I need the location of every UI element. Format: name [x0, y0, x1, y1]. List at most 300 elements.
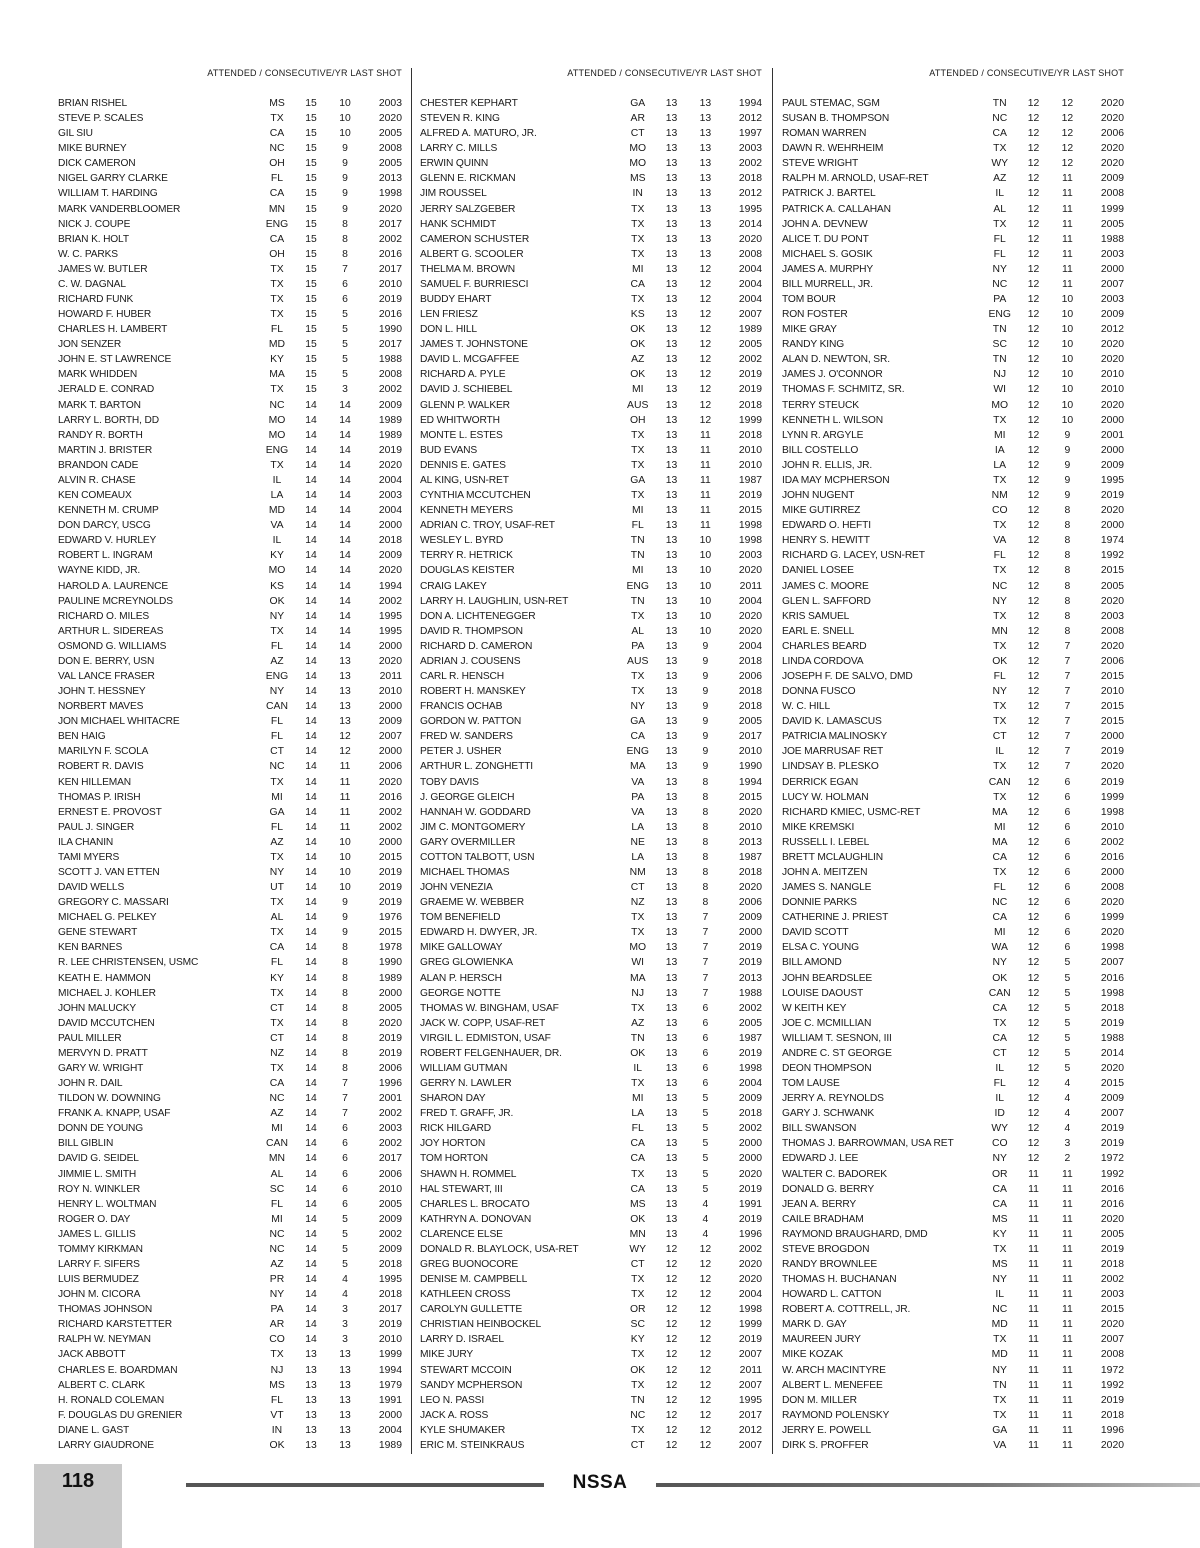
year-last-shot: 2019: [738, 1183, 763, 1195]
list-item: [782, 940, 1124, 955]
shooter-state: VA: [993, 1439, 1007, 1451]
shooter-name: FRANK A. KNAPP, USAF: [58, 1108, 171, 1120]
years-consecutive: 6: [342, 278, 348, 290]
shooter-state: NY: [992, 263, 1007, 275]
year-last-shot: 2020: [738, 882, 763, 894]
shooter-name: THOMAS F. SCHMITZ, SR.: [782, 384, 905, 396]
years-consecutive: 13: [339, 1364, 351, 1376]
years-attended: 14: [305, 1289, 317, 1301]
list-item: [58, 186, 402, 201]
years-consecutive: 13: [339, 1409, 351, 1421]
year-last-shot: 2005: [378, 158, 402, 170]
shooter-name: LINDSAY B. PLESKO: [782, 761, 879, 773]
years-attended: 13: [665, 233, 678, 245]
shooter-state: TX: [270, 851, 284, 863]
shooter-state: AZ: [270, 1108, 284, 1120]
list-item: [58, 473, 402, 488]
years-attended: 13: [665, 655, 678, 667]
shooter-state: FL: [993, 1078, 1006, 1090]
list-item: [782, 1317, 1124, 1332]
shooter-state: CA: [630, 1153, 645, 1165]
shooter-state: AZ: [993, 173, 1007, 185]
list-item: [420, 579, 762, 594]
shooter-name: R. LEE CHRISTENSEN, USMC: [58, 957, 199, 969]
years-attended: 13: [665, 851, 678, 863]
shooter-name: DAVID K. LAMASCUS: [782, 716, 882, 728]
shooter-state: NC: [269, 1093, 285, 1105]
list-item: [782, 428, 1124, 443]
years-consecutive: 9: [342, 188, 348, 200]
years-attended: 12: [665, 1243, 678, 1255]
list-item: [782, 790, 1124, 805]
shooter-state: TX: [631, 686, 645, 698]
year-last-shot: 2009: [738, 1093, 763, 1105]
years-attended: 13: [665, 1002, 678, 1014]
years-consecutive: 11: [1061, 1319, 1073, 1331]
shooter-state: FL: [631, 520, 644, 532]
shooter-state: CA: [269, 188, 285, 200]
year-last-shot: 2005: [1100, 580, 1125, 592]
years-consecutive: 9: [702, 670, 709, 682]
year-last-shot: 2013: [378, 173, 402, 185]
years-consecutive: 6: [1064, 851, 1071, 863]
years-attended: 14: [305, 1093, 317, 1105]
years-consecutive: 10: [1061, 339, 1074, 351]
years-attended: 13: [665, 309, 678, 321]
shooter-name: BILL GIBLIN: [58, 1138, 114, 1150]
years-attended: 14: [305, 1002, 317, 1014]
list-item: [782, 156, 1124, 171]
shooter-state: NY: [269, 610, 285, 622]
shooter-state: CA: [269, 1078, 285, 1090]
years-attended: 11: [1028, 1168, 1039, 1180]
shooter-state: LA: [270, 490, 284, 502]
shooter-state: OK: [992, 972, 1008, 984]
shooter-name: TOM BOUR: [782, 294, 836, 306]
shooter-name: TERRY R. HETRICK: [420, 550, 513, 562]
shooter-state: CT: [992, 731, 1007, 743]
years-attended: 15: [305, 324, 317, 336]
shooter-state: MA: [991, 836, 1008, 848]
years-attended: 12: [1027, 429, 1040, 441]
years-consecutive: 5: [702, 1183, 709, 1195]
shooter-name: PATRICK A. CALLAHAN: [782, 203, 891, 215]
shooter-state: MN: [991, 625, 1008, 637]
shooter-name: CAMERON SCHUSTER: [420, 233, 530, 245]
years-attended: 12: [1027, 143, 1040, 155]
list-item: [58, 398, 402, 413]
years-attended: 14: [305, 490, 317, 502]
shooter-state: ENG: [626, 580, 649, 592]
year-last-shot: 2010: [378, 1183, 402, 1195]
list-item: [58, 518, 402, 533]
years-consecutive: 11: [699, 474, 711, 486]
shooter-state: NY: [630, 701, 645, 713]
years-attended: 13: [665, 565, 678, 577]
list-item: [58, 895, 402, 910]
shooter-name: HAL STEWART, III: [420, 1183, 503, 1195]
years-attended: 13: [665, 113, 678, 125]
years-attended: 14: [305, 1017, 317, 1029]
shooter-state: IA: [994, 444, 1005, 456]
shooter-state: OR: [629, 1304, 646, 1316]
years-attended: 14: [305, 972, 317, 984]
years-attended: 11: [1028, 1394, 1039, 1406]
list-item: [420, 1016, 762, 1031]
years-attended: 14: [305, 1259, 317, 1271]
years-consecutive: 13: [699, 158, 712, 170]
shooter-name: PAULINE MCREYNOLDS: [58, 595, 173, 607]
years-consecutive: 4: [702, 1213, 709, 1225]
year-last-shot: 1978: [378, 942, 402, 954]
years-consecutive: 12: [699, 1319, 712, 1331]
years-attended: 13: [665, 1168, 678, 1180]
shooter-name: JOHN A. MEITZEN: [782, 866, 868, 878]
year-last-shot: 2014: [738, 218, 763, 230]
list-item: [782, 684, 1124, 699]
years-consecutive: 8: [342, 1032, 348, 1044]
shooter-name: RANDY KING: [782, 339, 845, 351]
column-header: ATTENDED / CONSECUTIVE/YR LAST SHOT: [929, 68, 1124, 78]
years-attended: 14: [305, 1063, 317, 1074]
year-last-shot: 2015: [1100, 1304, 1125, 1316]
shooter-name: DAVID WELLS: [58, 882, 125, 894]
years-attended: 13: [665, 128, 678, 140]
years-consecutive: 8: [342, 957, 348, 969]
shooter-name: JOHN R. DAIL: [58, 1078, 123, 1090]
year-last-shot: 2020: [1100, 354, 1125, 366]
shooter-name: GREGORY C. MASSARI: [58, 897, 169, 909]
list-item: [58, 1393, 402, 1408]
shooter-name: HANNAH W. GODDARD: [420, 806, 531, 818]
shooter-name: BUD EVANS: [420, 444, 478, 456]
list-item: [420, 1091, 762, 1106]
shooter-name: BEN HAIG: [58, 731, 106, 743]
shooter-state: TX: [993, 701, 1007, 713]
year-last-shot: 1997: [738, 128, 763, 140]
years-consecutive: 10: [1061, 294, 1074, 306]
column-divider: [411, 68, 412, 1454]
year-last-shot: 1998: [1100, 987, 1125, 999]
list-item: [420, 217, 762, 232]
years-consecutive: 12: [699, 1394, 712, 1406]
years-attended: 14: [305, 1213, 317, 1225]
years-consecutive: 5: [342, 309, 348, 321]
years-attended: 14: [305, 927, 317, 939]
years-attended: 12: [1027, 535, 1040, 547]
shooter-name: JERRY SALZGEBER: [420, 203, 516, 215]
shooter-state: TX: [993, 640, 1007, 652]
list-item: [58, 986, 402, 1001]
years-attended: 13: [305, 1439, 317, 1451]
years-attended: 13: [665, 1047, 678, 1059]
year-last-shot: 2006: [1100, 655, 1125, 667]
years-consecutive: 12: [699, 1424, 712, 1436]
shooter-state: NY: [992, 686, 1007, 698]
shooter-state: TX: [993, 610, 1007, 622]
years-consecutive: 11: [1061, 1213, 1073, 1225]
years-attended: 15: [305, 98, 317, 109]
shooter-name: SUSAN B. THOMPSON: [782, 113, 890, 125]
years-attended: 12: [1027, 731, 1040, 743]
years-consecutive: 5: [342, 1259, 348, 1271]
shooter-state: TN: [992, 98, 1007, 109]
shooter-state: TX: [993, 1243, 1007, 1255]
shooter-state: NC: [992, 278, 1008, 290]
years-consecutive: 11: [1061, 1424, 1073, 1436]
years-attended: 14: [305, 595, 317, 607]
shooter-name: WILLIAM GUTMAN: [420, 1063, 508, 1074]
shooter-state: AR: [269, 1319, 285, 1331]
shooter-state: TX: [270, 1063, 284, 1074]
years-consecutive: 5: [342, 339, 348, 351]
year-last-shot: 2009: [378, 550, 402, 562]
shooter-name: DONN DE YOUNG: [58, 1123, 144, 1135]
years-attended: 15: [305, 203, 317, 215]
list-item: [420, 1197, 762, 1212]
years-consecutive: 10: [339, 851, 351, 863]
shooter-name: KEN BARNES: [58, 942, 123, 954]
shooter-state: OK: [269, 595, 285, 607]
years-attended: 13: [665, 882, 678, 894]
list-item: [58, 1272, 402, 1287]
years-attended: 13: [665, 1108, 678, 1120]
years-attended: 13: [665, 670, 678, 682]
years-consecutive: 8: [342, 942, 348, 954]
year-last-shot: 2002: [378, 1138, 402, 1150]
years-attended: 14: [305, 1228, 317, 1240]
list-item: [420, 624, 762, 639]
years-attended: 12: [1027, 625, 1040, 637]
years-consecutive: 12: [699, 263, 712, 275]
year-last-shot: 1999: [1100, 791, 1125, 803]
year-last-shot: 2004: [738, 595, 763, 607]
year-last-shot: 1991: [738, 1198, 763, 1210]
list-item: [58, 579, 402, 594]
year-last-shot: 2012: [738, 113, 763, 125]
list-item: [420, 277, 762, 292]
shooter-name: KENNETH MEYERS: [420, 505, 513, 517]
years-attended: 14: [305, 1168, 317, 1180]
shooter-name: ALFRED A. MATURO, JR.: [420, 128, 537, 140]
list-item: [420, 790, 762, 805]
list-item: [782, 986, 1124, 1001]
shooter-state: MI: [631, 263, 644, 275]
years-consecutive: 14: [339, 474, 351, 486]
years-consecutive: 7: [342, 1078, 348, 1090]
shooter-state: LA: [631, 821, 645, 833]
list-item: [420, 1061, 762, 1076]
years-attended: 12: [1027, 851, 1040, 863]
years-consecutive: 12: [1061, 98, 1074, 109]
year-last-shot: 2019: [1100, 1017, 1125, 1029]
list-item: [420, 1121, 762, 1136]
shooter-name: W. C. HILL: [782, 701, 831, 713]
shooter-name: JACK W. COPP, USAF-RET: [420, 1017, 546, 1029]
year-last-shot: 1998: [1100, 942, 1125, 954]
year-last-shot: 1995: [378, 1274, 402, 1286]
shooter-name: MIKE GRAY: [782, 324, 837, 336]
years-attended: 13: [665, 972, 678, 984]
years-consecutive: 13: [699, 143, 712, 155]
shooter-state: OK: [269, 1439, 285, 1451]
list-item: [58, 322, 402, 337]
list-item: [420, 111, 762, 126]
year-last-shot: 2009: [1100, 173, 1125, 185]
shooter-name: JOSEPH F. DE SALVO, DMD: [782, 670, 913, 682]
list-item: [58, 367, 402, 382]
shooter-name: ALICE T. DU PONT: [782, 233, 869, 245]
list-item: [58, 232, 402, 247]
years-attended: 14: [305, 776, 317, 788]
year-last-shot: 2004: [738, 294, 763, 306]
list-item: [420, 352, 762, 367]
years-attended: 12: [665, 1364, 678, 1376]
shooter-name: ROBERT R. DAVIS: [58, 761, 144, 773]
shooter-name: RANDY R. BORTH: [58, 429, 143, 441]
list-item: [782, 1076, 1124, 1091]
list-item: [58, 96, 402, 111]
list-item: [420, 1001, 762, 1016]
list-item: [58, 337, 402, 352]
years-consecutive: 10: [1061, 414, 1074, 426]
list-item: [58, 925, 402, 940]
list-item: [58, 111, 402, 126]
years-attended: 11: [1028, 1304, 1039, 1316]
year-last-shot: 2019: [378, 444, 402, 456]
year-last-shot: 2003: [1100, 248, 1125, 260]
years-attended: 12: [1027, 113, 1040, 125]
year-last-shot: 2009: [378, 716, 402, 728]
shooter-state: LA: [631, 1108, 645, 1120]
shooter-name: TOBY DAVIS: [420, 776, 479, 788]
years-consecutive: 11: [339, 776, 351, 788]
years-consecutive: 6: [702, 1032, 709, 1044]
shooter-state: KS: [630, 309, 645, 321]
years-attended: 11: [1028, 1228, 1039, 1240]
years-consecutive: 6: [702, 1063, 709, 1074]
years-attended: 13: [665, 866, 678, 878]
year-last-shot: 2020: [378, 1017, 402, 1029]
years-consecutive: 14: [339, 595, 351, 607]
shooter-name: WALTER C. BADOREK: [782, 1168, 887, 1180]
years-attended: 12: [1027, 1017, 1040, 1029]
list-item: [420, 533, 762, 548]
shooter-state: IL: [995, 1063, 1005, 1074]
years-attended: 12: [1027, 324, 1040, 336]
shooter-state: CT: [992, 1047, 1007, 1059]
shooter-name: MIKE KOZAK: [782, 1349, 844, 1361]
shooter-name: KYLE SHUMAKER: [420, 1424, 506, 1436]
year-last-shot: 2002: [738, 158, 763, 170]
shooter-state: ENG: [265, 670, 289, 682]
list-item: [58, 458, 402, 473]
shooter-state: CA: [630, 1183, 645, 1195]
years-consecutive: 10: [1061, 399, 1074, 411]
shooter-state: SC: [992, 339, 1007, 351]
shooter-state: MA: [629, 761, 646, 773]
year-last-shot: 2019: [1100, 1243, 1125, 1255]
year-last-shot: 2006: [738, 670, 763, 682]
years-attended: 13: [665, 640, 678, 652]
shooter-state: MO: [268, 414, 286, 426]
years-attended: 13: [665, 505, 678, 517]
year-last-shot: 2019: [378, 294, 402, 306]
years-attended: 12: [1027, 339, 1040, 351]
years-attended: 14: [305, 535, 317, 547]
list-item: [58, 1257, 402, 1272]
list-item: [58, 1378, 402, 1393]
year-last-shot: 2018: [738, 1108, 763, 1120]
years-consecutive: 3: [342, 1319, 348, 1331]
year-last-shot: 2004: [738, 1078, 763, 1090]
year-last-shot: 2020: [1100, 505, 1125, 517]
years-attended: 12: [665, 1349, 678, 1361]
list-item: [420, 971, 762, 986]
year-last-shot: 2020: [738, 565, 763, 577]
list-item: [58, 1363, 402, 1378]
year-last-shot: 1989: [378, 414, 402, 426]
year-last-shot: 2018: [738, 701, 763, 713]
shooter-state: IL: [995, 1093, 1005, 1105]
year-last-shot: 2017: [378, 1153, 402, 1165]
year-last-shot: 2020: [738, 233, 763, 245]
shooter-state: TN: [630, 595, 645, 607]
years-attended: 14: [305, 655, 317, 667]
year-last-shot: 2002: [378, 821, 402, 833]
years-attended: 13: [665, 384, 678, 396]
shooter-state: AZ: [270, 836, 284, 848]
year-last-shot: 2007: [738, 1349, 763, 1361]
years-attended: 13: [665, 339, 678, 351]
shooter-name: GARY J. SCHWANK: [782, 1108, 875, 1120]
year-last-shot: 2010: [738, 746, 763, 758]
list-item: [420, 1408, 762, 1423]
shooter-name: MARTIN J. BRISTER: [58, 444, 153, 456]
year-last-shot: 2017: [738, 731, 763, 743]
years-consecutive: 12: [699, 354, 712, 366]
list-item: [782, 1227, 1124, 1242]
shooter-state: TX: [631, 203, 645, 215]
shooter-name: CLARENCE ELSE: [420, 1228, 503, 1240]
years-consecutive: 11: [699, 444, 711, 456]
years-attended: 12: [1027, 821, 1040, 833]
years-attended: 12: [665, 1394, 678, 1406]
years-attended: 13: [665, 550, 678, 562]
shooter-name: STEVE WRIGHT: [782, 158, 859, 170]
years-consecutive: 6: [1064, 927, 1071, 939]
years-attended: 12: [1027, 173, 1040, 185]
years-consecutive: 9: [342, 897, 348, 909]
shooter-state: MO: [629, 143, 647, 155]
years-consecutive: 8: [342, 248, 348, 260]
shooter-name: SANDY MCPHERSON: [420, 1379, 523, 1391]
list-item: [420, 518, 762, 533]
year-last-shot: 2002: [378, 595, 402, 607]
year-last-shot: 1996: [738, 1228, 763, 1240]
years-consecutive: 6: [1064, 912, 1071, 924]
years-consecutive: 5: [1064, 1017, 1071, 1029]
years-attended: 15: [305, 354, 317, 366]
shooter-state: NM: [991, 490, 1008, 502]
shooter-state: MO: [629, 158, 647, 170]
shooter-state: TN: [630, 535, 645, 547]
years-consecutive: 10: [699, 535, 712, 547]
shooter-state: CO: [269, 1334, 285, 1346]
shooter-state: TX: [631, 1379, 645, 1391]
shooter-name: DON DARCY, USCG: [58, 520, 151, 532]
shooter-name: MIKE JURY: [420, 1349, 474, 1361]
